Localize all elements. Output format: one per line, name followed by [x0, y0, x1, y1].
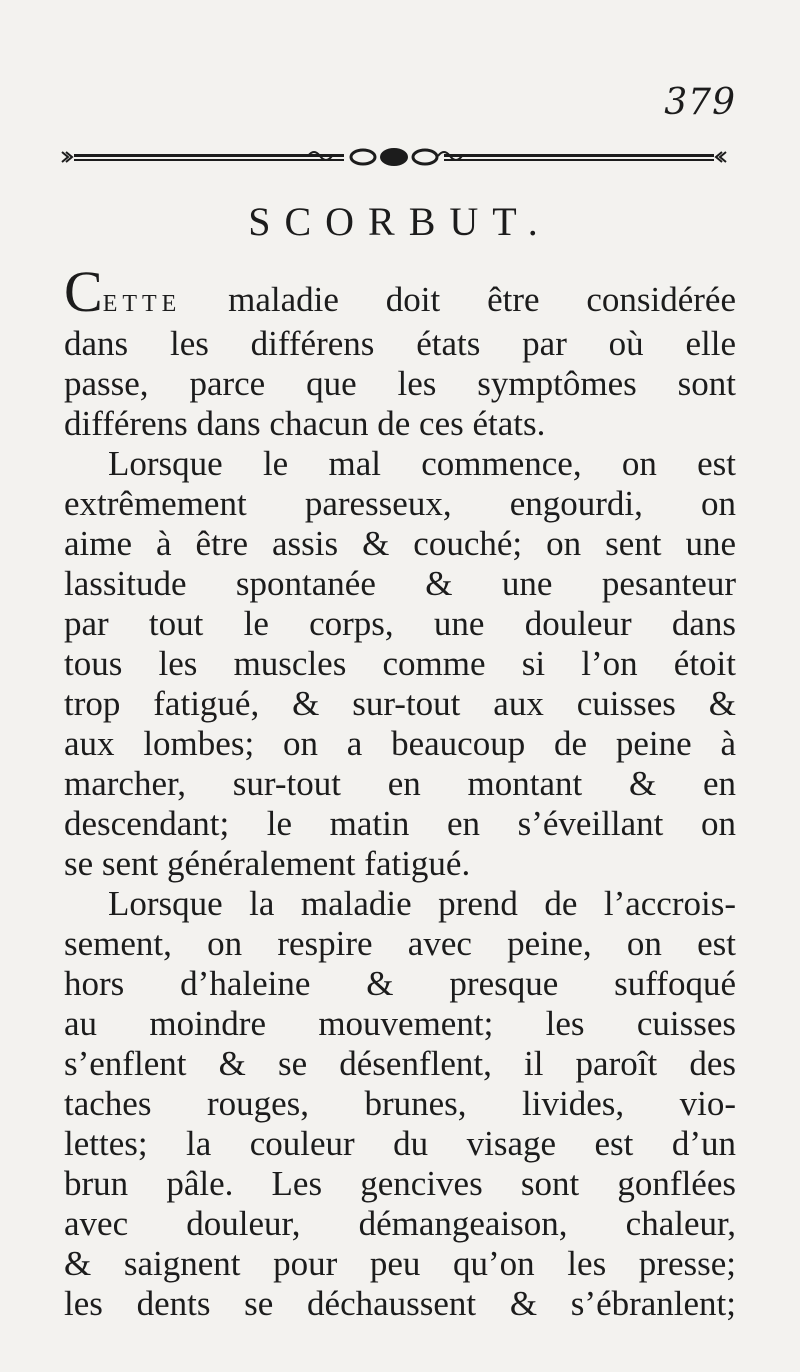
- text-line-opening: [64, 259, 736, 324]
- text-line: hors d’haleine & presque suffoqué: [64, 964, 736, 1003]
- chapter-heading: SCORBUT.: [248, 199, 552, 244]
- text-line: par tout le corps, une douleur dans: [64, 604, 736, 643]
- small-caps-word: ETTE: [102, 291, 182, 317]
- text-line: taches rouges, brunes, livides, vio-: [64, 1084, 736, 1123]
- text-line: au moindre mouvement; les cuisses: [64, 1004, 736, 1043]
- ornamental-rule: [58, 142, 730, 172]
- drop-cap: C: [64, 259, 103, 324]
- text-line: lassitude spontanée & une pesanteur: [64, 564, 736, 603]
- text-line: brun pâle. Les gencives sont gonflées: [64, 1164, 736, 1203]
- text-line: s’enflent & se désenflent, il paroît des: [64, 1044, 736, 1083]
- text-line: marcher, sur-tout en montant & en: [64, 764, 736, 803]
- text-line: avec douleur, démangeaison, chaleur,: [64, 1204, 736, 1243]
- text-line: Lorsque la maladie prend de l’accrois-: [108, 884, 736, 923]
- page-number: 379: [664, 82, 736, 123]
- text-line: aux lombes; on a beaucoup de peine à: [64, 724, 736, 763]
- text-line: descendant; le matin en s’éveillant on: [64, 804, 736, 843]
- text-line: se sent généralement fatigué.: [64, 844, 471, 883]
- text-line: aime à être assis & couché; on sent une: [64, 524, 736, 563]
- text-line: différens dans chacun de ces états.: [64, 404, 546, 443]
- body-text: [64, 259, 736, 1324]
- text-line: extrêmement paresseux, engourdi, on: [64, 484, 736, 523]
- opening-rest: maladie doit être considérée: [181, 280, 736, 319]
- text-line: sement, on respire avec peine, on est: [64, 924, 736, 963]
- text-line: Lorsque le mal commence, on est: [108, 444, 736, 483]
- text-line: les dents se déchaussent & s’ébranlent;: [64, 1284, 736, 1323]
- text-line: & saignent pour peu qu’on les presse;: [64, 1244, 736, 1283]
- text-line: passe, parce que les symptômes sont: [64, 364, 736, 403]
- text-line: trop fatigué, & sur-tout aux cuisses &: [64, 684, 736, 723]
- text-line: dans les différens états par où elle: [64, 324, 736, 363]
- text-line: lettes; la couleur du visage est d’un: [64, 1124, 736, 1163]
- text-line: tous les muscles comme si l’on étoit: [64, 644, 736, 683]
